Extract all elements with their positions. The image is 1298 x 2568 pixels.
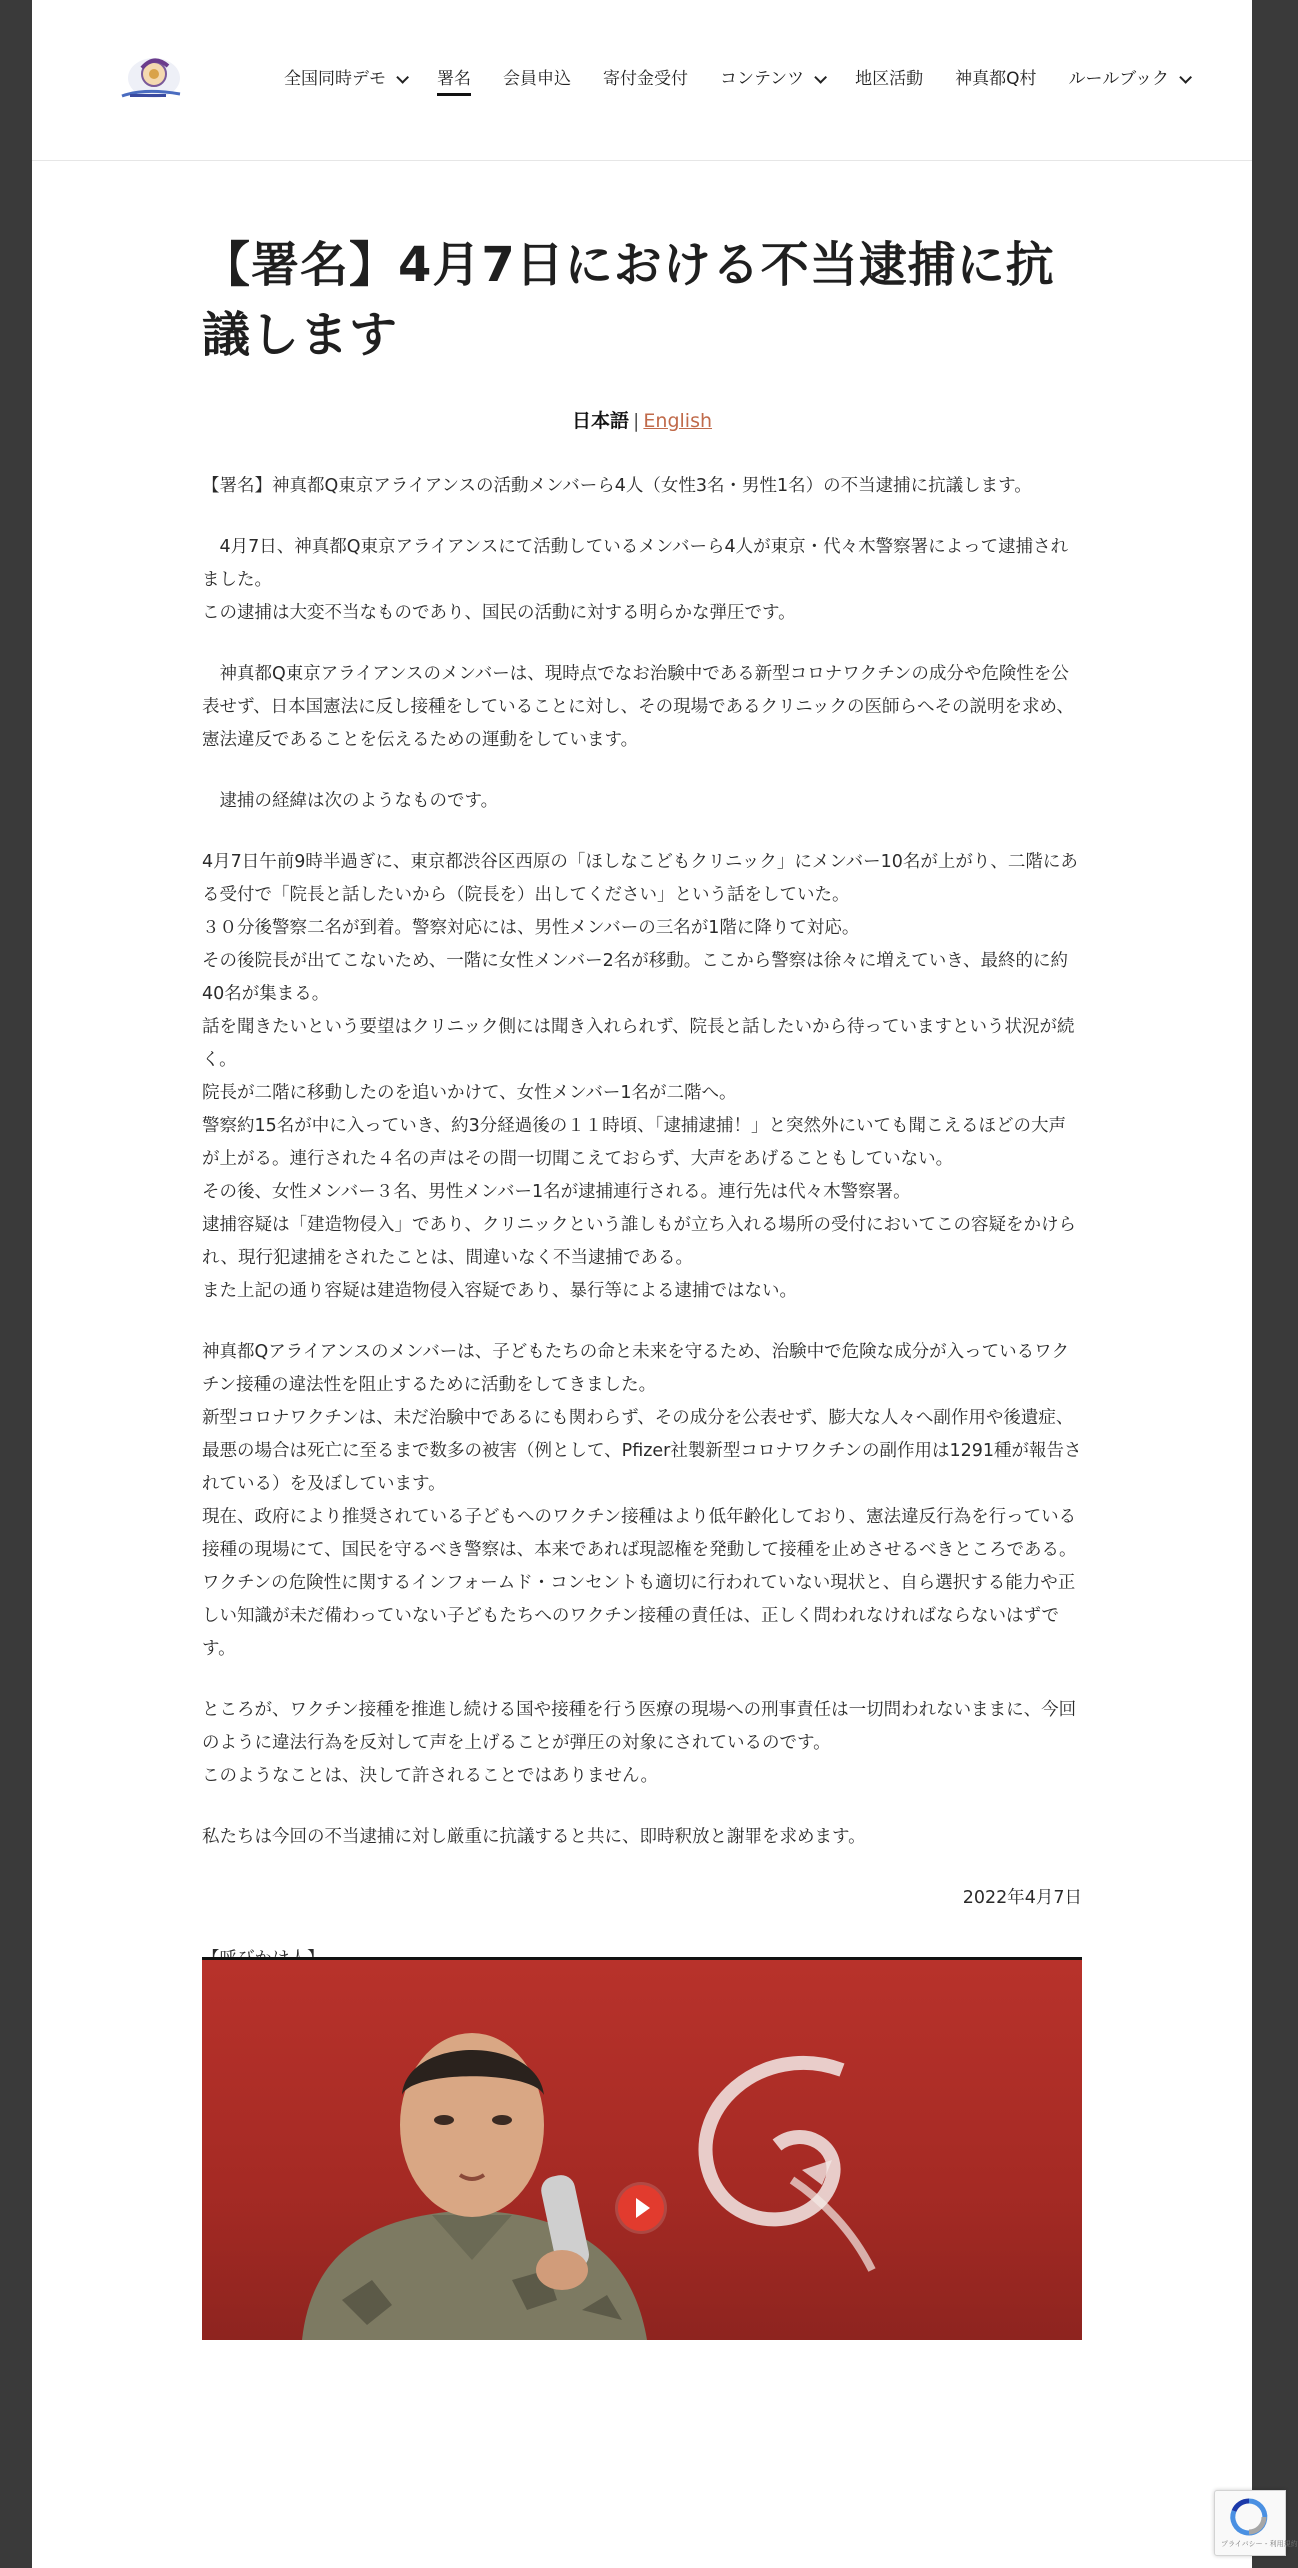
paragraph: 4月7日午前9時半過ぎに、東京都渋谷区西原の「ほしなこどもクリニック」にメンバー10名が上がり、二階にある受付で「院長と話したいから（院長を）出してください」という話をしていた。 ３０分後警察二名が到着。警察対応には、男性メンバーの三名が1階に降りて対応。 その後院長が出てこないため、一階に女性メンバー2名が移動。ここから警察は徐々に増えていき、最終的に約40名が集まる。 話を聞きたいという要望はクリニック側には聞き入れられず、院長と話したいから待っていますという状況が続く。 院長が二階に移動したのを追いかけて、女性メンバー1名が二階へ。 警察約15名が中に入っていき、約3分経過後の１１時頃、「逮捕逮捕！」と突然外にいても聞こえるほどの大声が上がる。連行された４名の声はその間一切聞こえておらず、大声をあげることもしていない。 その後、女性メンバー３名、男性メンバー1名が逮捕連行される。連行先は代々木警察署。 逮捕容疑は「建造物侵入」であり、クリニックという誰しもが立ち入れる場所の受付においてこの容疑をかけられ、現行犯逮捕をされたことは、間違いなく不当逮捕である。 また上記の通り容疑は建造物侵入容疑であり、暴行等による逮捕ではない。 (202, 852, 1078, 1301)
chevron-down-icon (814, 71, 827, 84)
speaker-figure (262, 2000, 682, 2340)
recaptcha-terms-link[interactable]: プライバシー - 利用規約 (1221, 2540, 1298, 2548)
site-header (32, 0, 1252, 161)
main-nav (268, 62, 1204, 102)
chevron-down-icon (1179, 71, 1192, 84)
paragraph: 逮捕の経緯は次のようなものです。 (202, 791, 499, 811)
recaptcha-badge[interactable] (1214, 2490, 1298, 2556)
nav-item-regional[interactable]: 地区活動 (855, 69, 924, 89)
nav-item-contents[interactable]: コンテンツ (704, 62, 839, 102)
paragraph: 私たちは今回の不当逮捕に対し厳重に抗議すると共に、即時釈放と謝罪を求めます。 (202, 1827, 866, 1847)
article-content (202, 230, 1082, 2070)
paragraph: 【署名】神真都Q東京アライアンスの活動メンバーら4人（女性3名・男性1名）の不当逮捕に抗議します。 (202, 476, 1032, 496)
lang-english-link[interactable]: English (643, 410, 713, 432)
page (32, 0, 1298, 2568)
paragraph: 神真都Q東京アライアンスのメンバーは、現時点でなお治験中である新型コロナワクチンの成分や危険性を公表せず、日本国憲法に反し接種をしていることに対し、その現場であるクリニックの医師らへその説明を求め、憲法違反であることを伝えるための運動をしています。 (202, 664, 1074, 750)
nav-item-signature[interactable]: 署名 (421, 62, 487, 102)
nav-item-demo[interactable]: 全国同時デモ (268, 62, 421, 102)
article-body (202, 470, 1082, 2070)
embedded-video[interactable] (202, 1957, 1082, 2340)
page-title: 【署名】4月7日における不当逮捕に抗議します (202, 237, 1055, 363)
lang-current: 日本語 (571, 410, 629, 432)
article-date: 2022年4月7日 (962, 1888, 1082, 1908)
nav-item-donation[interactable]: 寄付金受付 (603, 69, 688, 89)
site-logo[interactable] (114, 50, 188, 106)
nav-item-rulebook[interactable]: ルールブック (1053, 62, 1204, 102)
paragraph: 4月7日、神真都Q東京アライアンスにて活動しているメンバーら4人が東京・代々木警察署によって逮捕されました。 この逮捕は大変不当なものであり、国民の活動に対する明らかな弾圧です。 (202, 537, 1069, 623)
play-button[interactable] (618, 2185, 664, 2231)
nav-item-village[interactable]: 神真都Q村 (955, 69, 1037, 89)
paragraph: ところが、ワクチン接種を推進し続ける国や接種を行う医療の現場への刑事責任は一切問われないままに、今回のように違法行為を反対して声を上げることが弾圧の対象にされているのです。 このようなことは、決して許されることではありません。 (202, 1700, 1077, 1786)
recaptcha-icon (1229, 2497, 1269, 2537)
nav-item-membership[interactable]: 会員申込 (503, 69, 571, 89)
language-switcher: 日本語 | English (571, 410, 713, 432)
chevron-down-icon (396, 71, 409, 84)
paragraph: 神真都Qアライアンスのメンバーは、子どもたちの命と未来を守るため、治験中で危険な成分が入っているワクチン接種の違法性を阻止するために活動をしてきました。 新型コロナワクチンは、未だ治験中であるにも関わらず、その成分を公表せず、膨大な人々へ副作用や後遺症、最悪の場合は死亡に至るまで数多の被害（例として、Pfizer社製新型コロナワクチンの副作用は1291種が報告されている）を及ぼしています。 現在、政府により推奨されている子どもへのワクチン接種はより低年齢化しており、憲法違反行為を行っている接種の現場にて、国民を守るべき警察は、本来であれば現認権を発動して接種を止めさせるべきところである。 ワクチンの危険性に関するインフォームド・コンセントも適切に行われていない現状と、自ら選択する能力や正しい知識が未だ備わっていない子どもたちへのワクチン接種の責任は、正しく問われなければならないはずです。 (202, 1342, 1082, 1659)
